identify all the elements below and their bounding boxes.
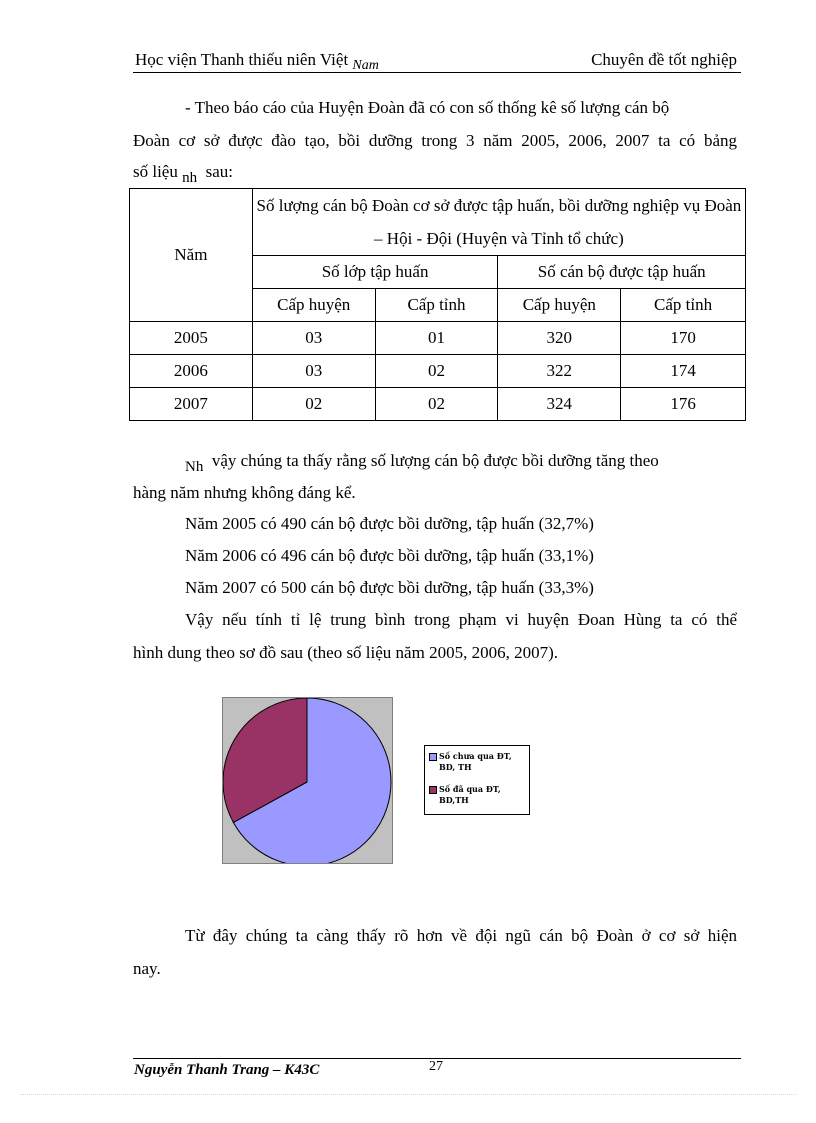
- header-institution: Học viện Thanh thiếu niên Việt $_{Nam}$: [135, 50, 379, 73]
- sub-header: Cấp tỉnh: [375, 289, 498, 322]
- legend-item: Số đã qua ĐT, BD,TH: [429, 784, 527, 806]
- group-header-cadres: Số cán bộ được tập huấn: [498, 256, 746, 289]
- pie-chart-svg: [223, 698, 392, 863]
- table-cell: 2007: [130, 388, 253, 421]
- body-line-2: hàng năm nhưng không đáng kể.: [133, 483, 356, 502]
- body-line-7: hình dung theo sơ đồ sau (theo số liệu năm 2005, 2006, 2007).: [133, 643, 558, 662]
- main-header: Số lượng cán bộ Đoàn cơ sở được tập huấn, bồi dưỡng nghiệp vụ Đoàn – Hội - Đội (Huyện và Tỉnh tổ chức): [252, 189, 745, 256]
- body-line-4: Năm 2006 có 496 cán bộ được bồi dưỡng, tập huấn (33,1%): [185, 546, 594, 565]
- page-number: 27: [429, 1059, 443, 1074]
- intro-line-2: Đoàn cơ sở được đào tạo, bồi dưỡng trong 3 năm 2005, 2006, 2007 ta có bảng: [133, 131, 737, 150]
- table-cell: 174: [621, 355, 746, 388]
- legend-swatch: [429, 753, 437, 761]
- table-cell: 2006: [130, 355, 253, 388]
- pie-chart: [222, 697, 393, 864]
- sub-header: Cấp huyện: [252, 289, 375, 322]
- table-cell: 320: [498, 322, 621, 355]
- intro-line-1: - Theo báo cáo của Huyện Đoàn đã có con số thống kê số lượng cán bộ: [185, 98, 670, 117]
- body-line-6: Vậy nếu tính tỉ lệ trung bình trong phạm vi huyện Đoan Hùng ta có thể: [185, 610, 737, 629]
- training-table: [129, 188, 746, 421]
- intro-line-3: số liệu nh sau:: [133, 162, 233, 186]
- body-line-1: Nh vậy chúng ta thấy rằng số lượng cán bộ được bồi dưỡng tăng theo: [185, 451, 659, 475]
- table-cell: 170: [621, 322, 746, 355]
- body-line-5: Năm 2007 có 500 cán bộ được bồi dưỡng, tập huấn (33,3%): [185, 578, 594, 597]
- table-cell: 324: [498, 388, 621, 421]
- table-row: [130, 322, 746, 355]
- table-row: [130, 388, 746, 421]
- conclusion-line-2: nay.: [133, 959, 161, 978]
- year-header: Năm: [130, 189, 253, 322]
- page-bottom-dots: [20, 1094, 796, 1095]
- table-cell: 01: [375, 322, 498, 355]
- table-cell: 02: [252, 388, 375, 421]
- body-line-3: Năm 2005 có 490 cán bộ được bồi dưỡng, tập huấn (32,7%): [185, 514, 594, 533]
- sub-header: Cấp tỉnh: [621, 289, 746, 322]
- footer-author: Nguyễn Thanh Trang – K43C: [134, 1062, 320, 1078]
- legend-item: Số chưa qua ĐT, BD, TH: [429, 751, 527, 773]
- legend-swatch: [429, 786, 437, 794]
- table-cell: 322: [498, 355, 621, 388]
- page-header: [133, 48, 741, 73]
- group-header-classes: Số lớp tập huấn: [252, 256, 498, 289]
- table-cell: 02: [375, 388, 498, 421]
- chart-legend: [424, 745, 530, 815]
- table-cell: 03: [252, 322, 375, 355]
- sub-header: Cấp huyện: [498, 289, 621, 322]
- conclusion-line-1: Từ đây chúng ta càng thấy rõ hơn về đội ngũ cán bộ Đoàn ở cơ sở hiện: [185, 926, 737, 945]
- table-row: [130, 355, 746, 388]
- header-title: Chuyên đề tốt nghiệp: [591, 50, 737, 69]
- table-cell: 2005: [130, 322, 253, 355]
- table-cell: 176: [621, 388, 746, 421]
- table-cell: 03: [252, 355, 375, 388]
- table-cell: 02: [375, 355, 498, 388]
